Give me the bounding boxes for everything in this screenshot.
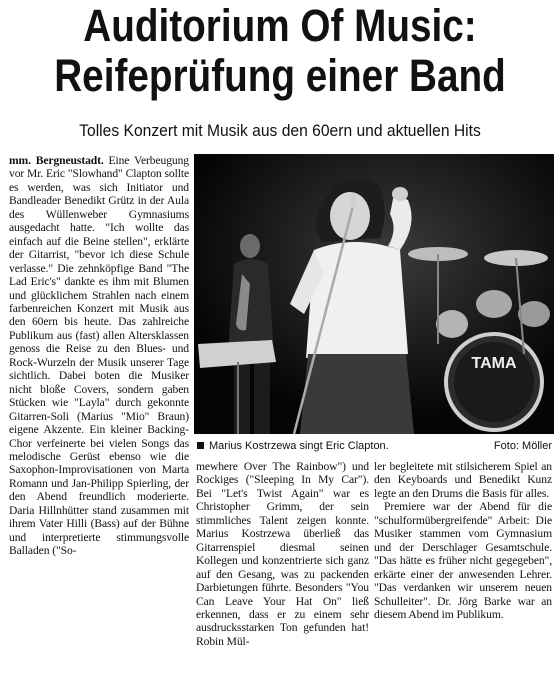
article-column-3 [374,460,552,676]
photo-credit: Foto: Möller [493,440,552,452]
concert-photo-image [194,154,554,434]
concert-photo [194,154,554,434]
article-paragraph: mewhere Over The Rainbow") und Rockiges ("Sleeping In My Car"). Bei "Let's Twist Again" war es Christopher Grimm, der sein stimmliches Talent zeigen konnte. Marius Kostrzewa überließ das Gitarrenspiel diesmal seinen Kollegen und konzentrierte sich ganz auf den Gesang, was zu packenden Darbietungen führte. Besonders "You Can Leave Your Hat On" ließ erkennen, dass er zu einem sehr ausdrucksstarken Ton gefunden hat! Robin Mül- [196,460,369,648]
article-paragraph: Premiere war der Abend für die "schulformübergreifende" Arbeit: Die Musiker stammen vom Gymnasium und der Derschlager Gesamtschule. "Das hätte es früher nicht gegegeben", erkärte einer der anwesenden Lehrer. "Das verdanken wir unserem neuen Schulleiter". Dr. Jörg Barke war an diesem Abend im Publikum. [374,500,552,621]
caption-bullet-icon [197,442,204,449]
article-column-1 [9,154,189,674]
article-text: Eine Verbeugung vor Mr. Eric "Slowhand" Clapton sollte es werden, was sich Initiator und Bandleader Benedikt Grütz in der Aula des Wüllenweber Gymnasiums ausgedacht hatte. "Ich wollte das einfach auf die Beine stellen", erklärte der Gitarrist, "bevor ich diese Schule verlasse." Die zehnköpfige Band "The Lad Eric's" dankte es ihm mit Blumen und glücklichem Strahlen nach einem farbenreichen Konzert mit Musik aus den 60ern bis heute. Das zahlreiche Publikum aus (fast) allen Altersklassen genoss die Reise zu den Blues- und Rock-Wurzeln der Musik unserer Tage sichtlich. Dabei boten die Musiker nicht bloße Covers, sondern gaben Stücken wie "Layla" durch gekonnte Gitarren-Soli (Marius "Mio" Braun) eigene Akzente. Ein kleiner Backing-Chor verfeinerte bei vielen Songs das melodische Gerüst ebenso wie die Saxophon-Improvisationen von Marta Romann und Jan-Philipp Spierling, der den Abend freundlich moderierte. Daria Hillnhütter stand zusammen mit ihrem Vater Hilli (Bass) auf der Bühne und interpretierte stimmungsvolle Balladen ("So- [9,154,189,558]
photo-caption [196,438,554,454]
dateline: mm. Bergneustadt. [9,154,104,167]
article-paragraph: ler begleitete mit stilsicherem Spiel an den Keyboards und Benedikt Kunz legte an den Drums die Basis für alles. [374,460,552,500]
caption-text: Marius Kostrzewa singt Eric Clapton. [209,440,389,452]
headline-line-2: Reifeprüfung einer Band [54,50,506,101]
subheadline: Tolles Konzert mit Musik aus den 60ern und aktuellen Hits [79,121,481,140]
drum-brand-logo: TAMA [471,355,517,372]
headline-line-1: Auditorium Of Music: [83,0,477,51]
article-paragraph [9,154,189,558]
article-column-2 [196,460,369,676]
